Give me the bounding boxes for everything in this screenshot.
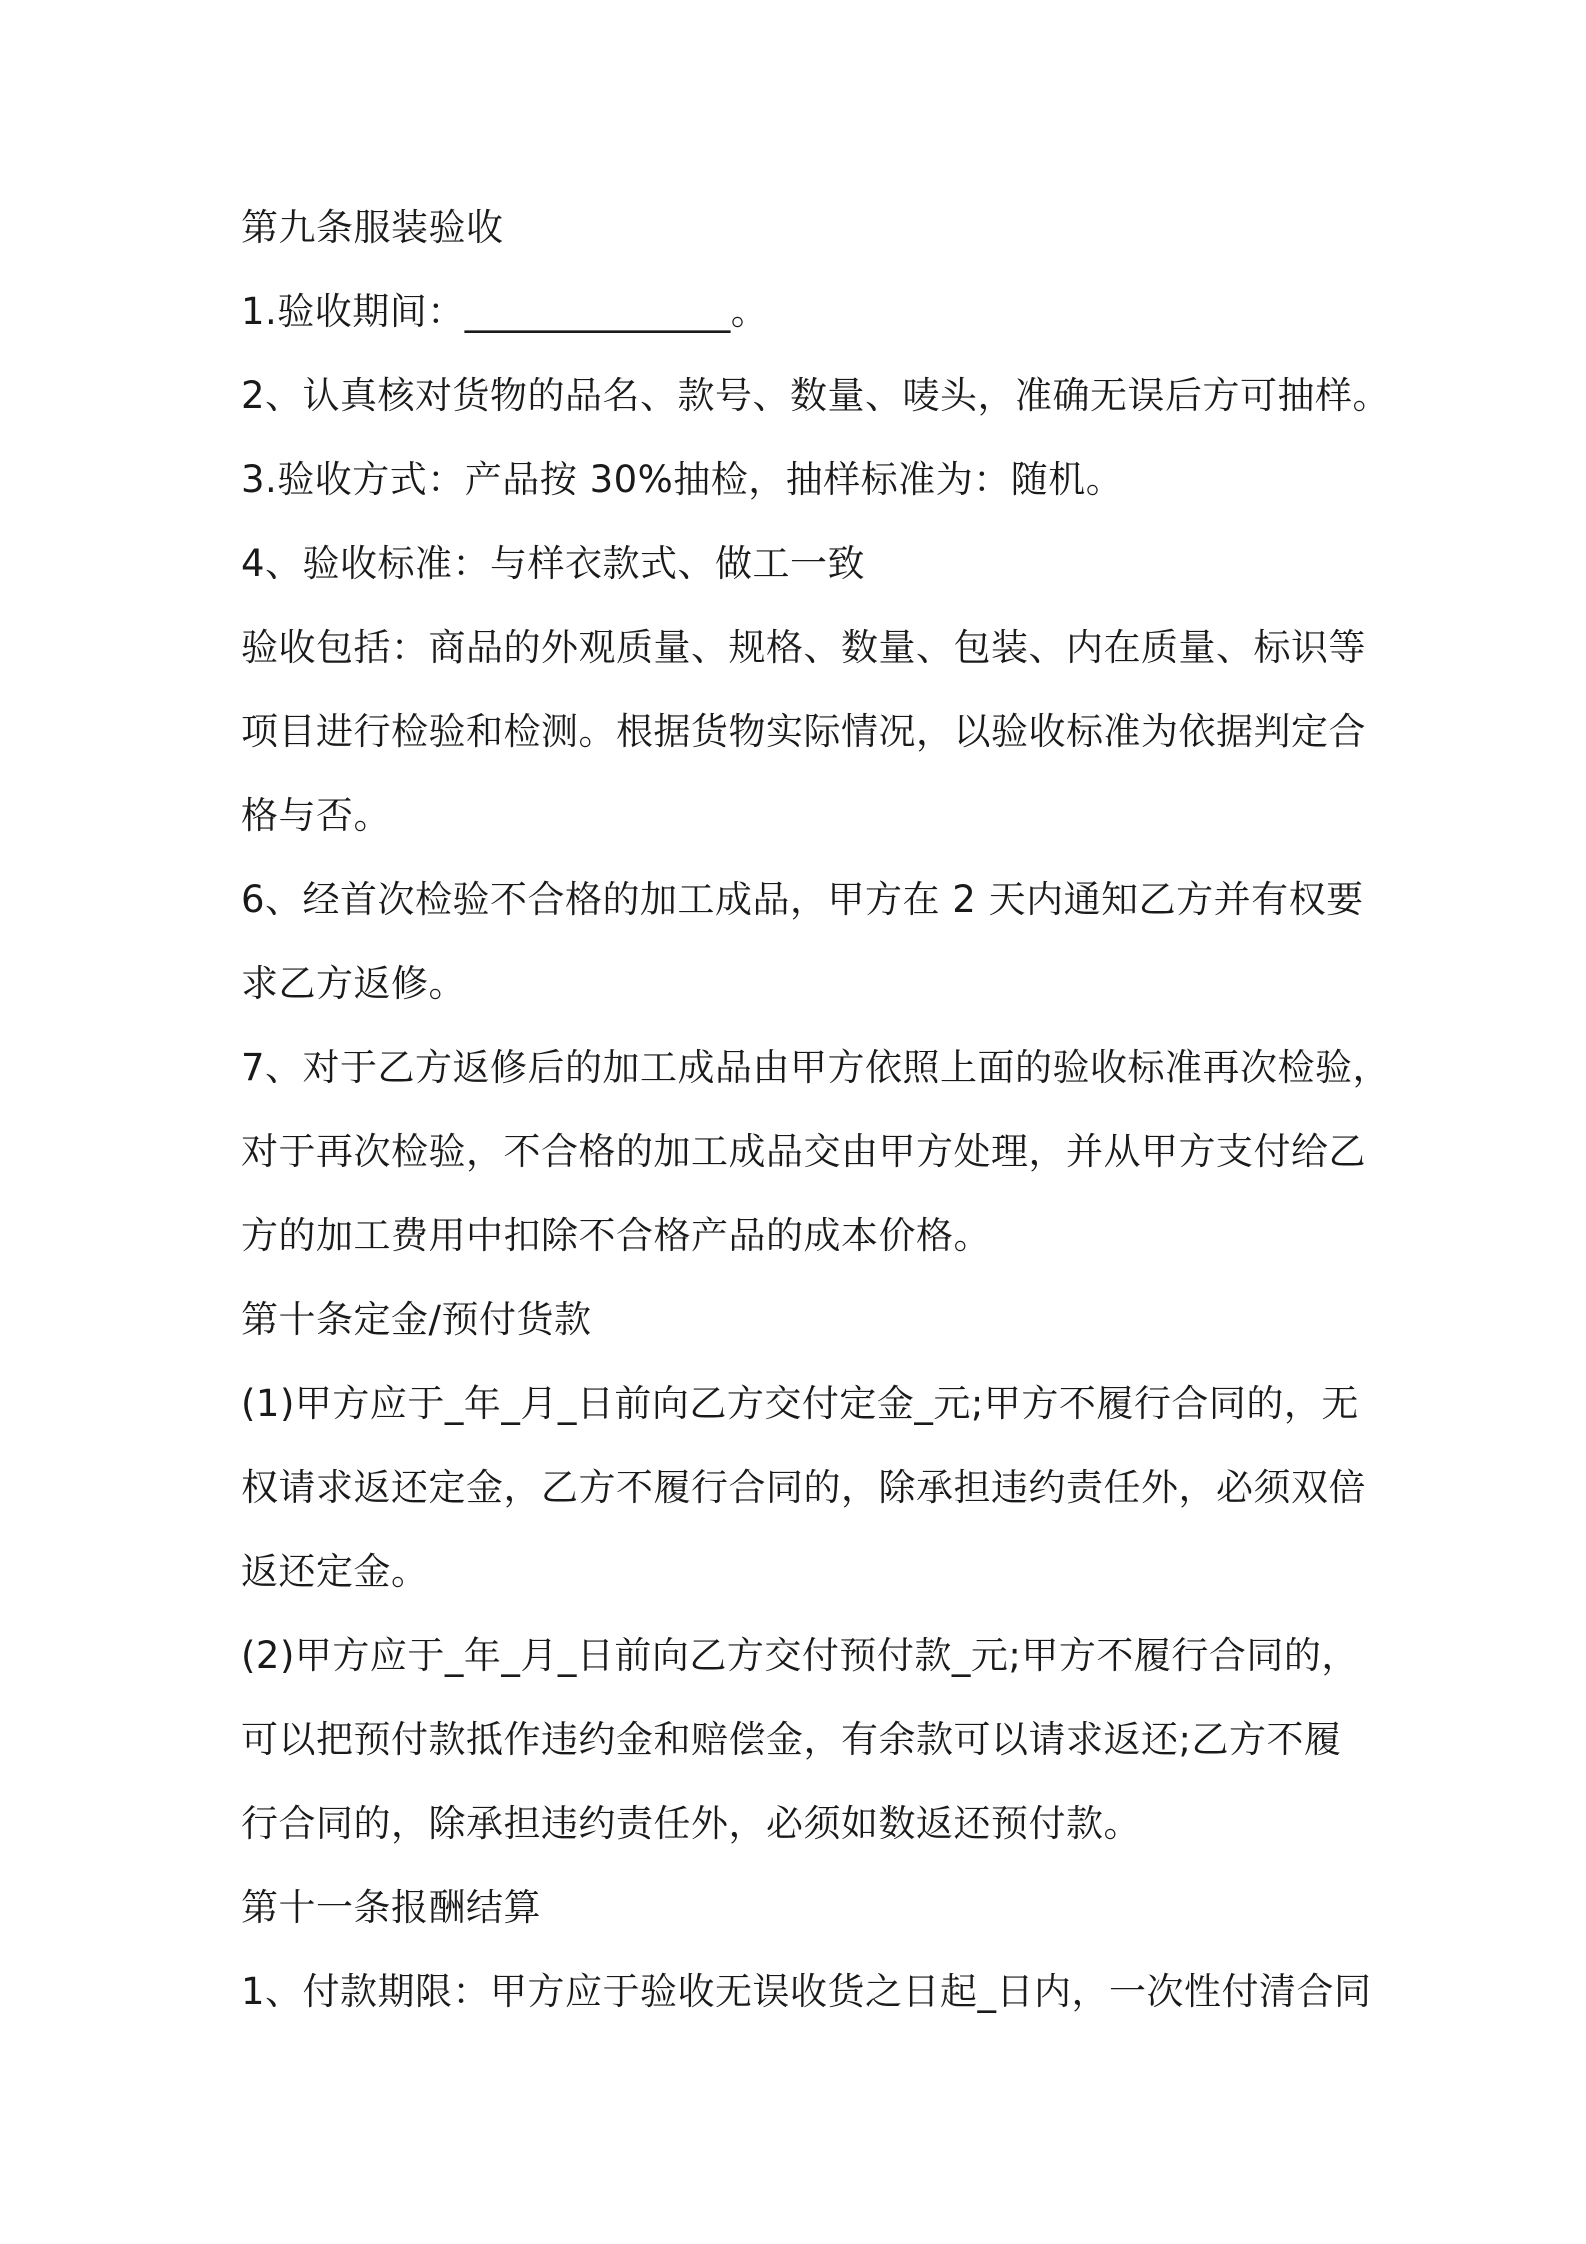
article-9-heading: 第九条服装验收	[241, 206, 504, 249]
reinspection-line-1: 7、对于乙方返修后的加工成品由甲方依照上面的验收标准再次检验，	[241, 1046, 1391, 1089]
prepayment-clause-line-2: 可以把预付款抵作违约金和赔偿金，有余款可以请求返还;乙方不履	[241, 1718, 1342, 1761]
prepayment-clause-line-1: (2)甲方应于_年_月_日前向乙方交付预付款_元;甲方不履行合同的，	[241, 1634, 1359, 1677]
check-goods-line: 2、认真核对货物的品名、款号、数量、唛头，准确无误后方可抽样。	[241, 374, 1391, 417]
deposit-clause-line-1: (1)甲方应于_年_月_日前向乙方交付定金_元;甲方不履行合同的，无	[241, 1382, 1359, 1425]
inspection-method-line: 3.验收方式：产品按 30%抽检，抽样标准为：随机。	[241, 458, 1124, 501]
first-inspection-line-1: 6、经首次检验不合格的加工成品，甲方在 2 天内通知乙方并有权要	[241, 878, 1364, 921]
deposit-clause-line-2: 权请求返还定金，乙方不履行合同的，除承担违约责任外，必须双倍	[241, 1466, 1366, 1509]
reinspection-line-2: 对于再次检验，不合格的加工成品交由甲方处理，并从甲方支付给乙	[241, 1130, 1366, 1173]
inspection-standard-line: 4、验收标准：与样衣款式、做工一致	[241, 542, 866, 585]
inspection-scope-line-3: 格与否。	[241, 794, 391, 837]
article-10-heading: 第十条定金/预付货款	[241, 1298, 592, 1341]
payment-term-line: 1、付款期限：甲方应于验收无误收货之日起_日内，一次性付清合同	[241, 1970, 1372, 2013]
article-11-heading: 第十一条报酬结算	[241, 1886, 541, 1929]
prepayment-clause-line-3: 行合同的，除承担违约责任外，必须如数返还预付款。	[241, 1802, 1141, 1845]
inspection-scope-line-2: 项目进行检验和检测。根据货物实际情况，以验收标准为依据判定合	[241, 710, 1366, 753]
inspection-scope-line-1: 验收包括：商品的外观质量、规格、数量、包装、内在质量、标识等	[241, 626, 1366, 669]
deposit-clause-line-3: 返还定金。	[241, 1550, 429, 1593]
inspection-period-line: 1.验收期间：______________。	[241, 290, 769, 333]
reinspection-line-3: 方的加工费用中扣除不合格产品的成本价格。	[241, 1214, 991, 1257]
first-inspection-line-2: 求乙方返修。	[241, 962, 466, 1005]
